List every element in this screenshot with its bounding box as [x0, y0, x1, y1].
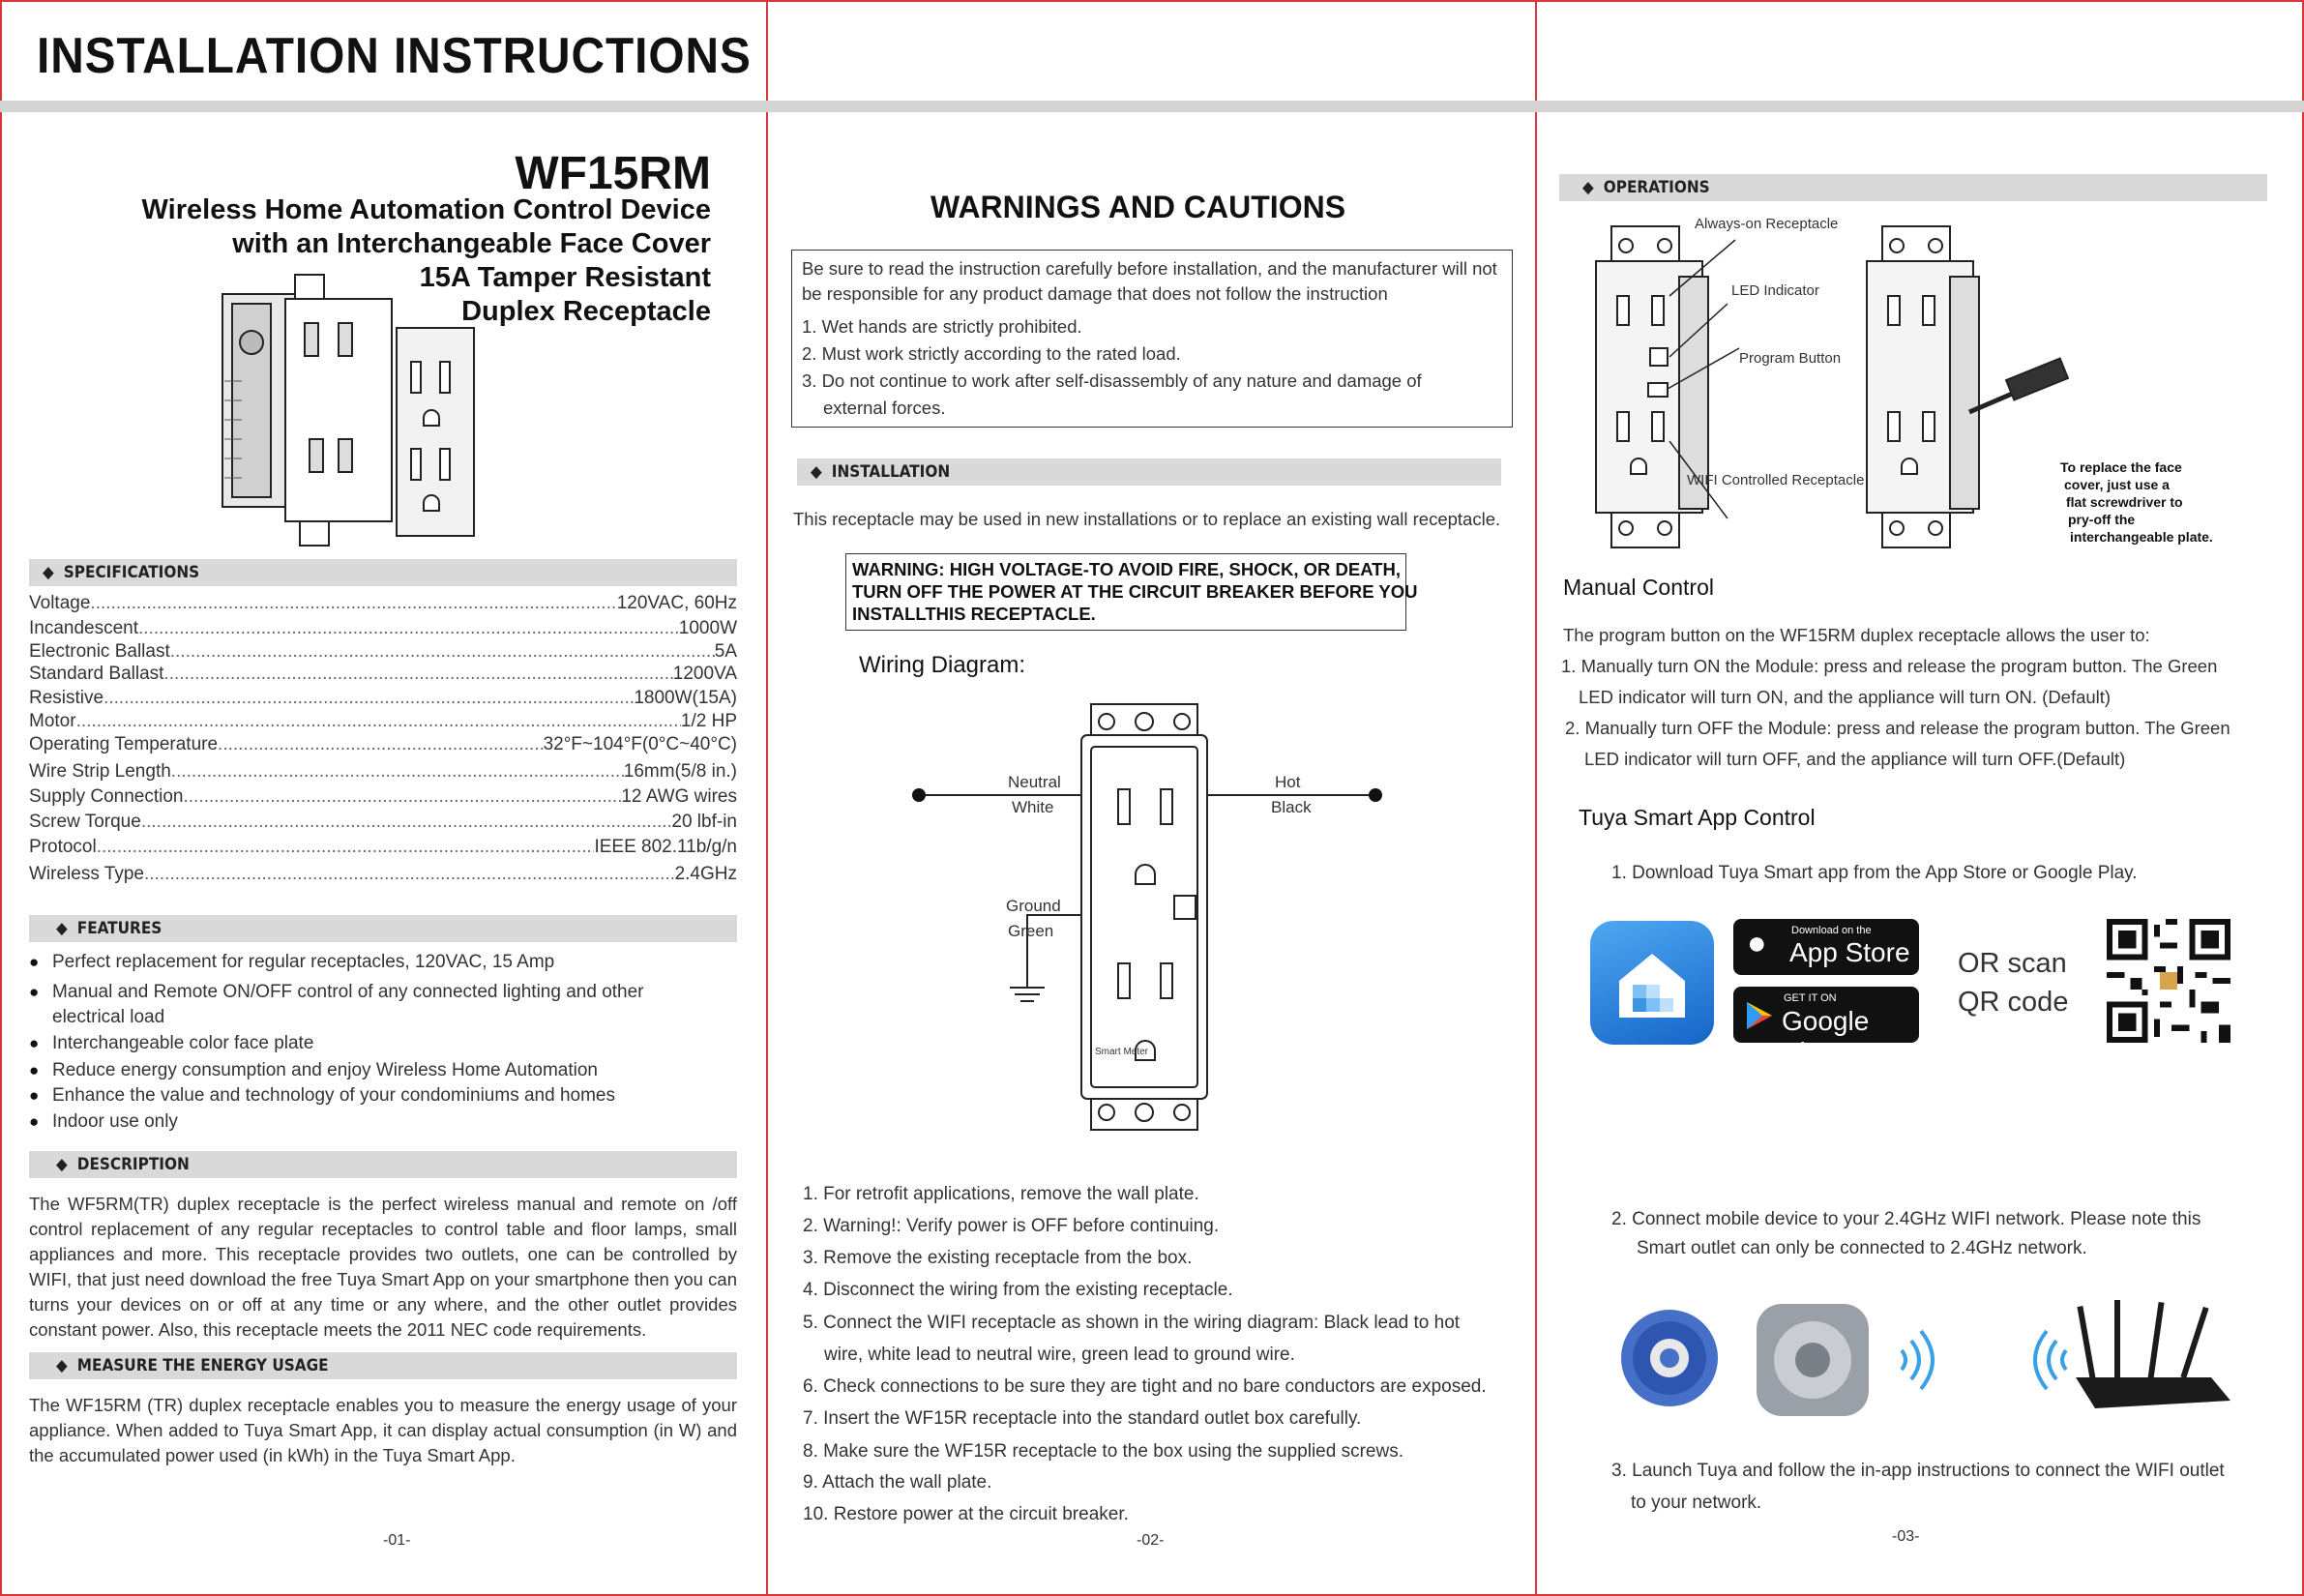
- spec-leader-dots: [184, 785, 622, 809]
- spec-leader-dots: [76, 710, 681, 733]
- spec-leader-dots: [141, 811, 672, 834]
- spec-leader-dots: [170, 640, 715, 664]
- tuya-step-3: [1611, 1455, 2225, 1519]
- hv-line: TURN OFF THE POWER AT THE CIRCUIT BREAKER BEFORE YOU: [852, 581, 1418, 602]
- wiring-diagram: [901, 693, 1404, 1176]
- spec-value: 2.4GHz: [674, 864, 737, 884]
- spec-row: [29, 640, 737, 664]
- tuya-step-2: [1611, 1205, 2201, 1263]
- hot-label: Hot: [1275, 773, 1301, 791]
- program-button-callout: Program Button: [1739, 350, 1842, 367]
- step-item: 1. For retrofit applications, remove the wall plate.: [803, 1184, 1199, 1204]
- feature-item: ● Reduce energy consumption and enjoy Wireless Home Automation: [29, 1058, 725, 1083]
- subtitle-line: 15A Tamper Resistant: [419, 262, 711, 293]
- wiring-title: Wiring Diagram:: [859, 652, 1026, 678]
- step-item: 7. Insert the WF15R receptacle into the standard outlet box carefully.: [803, 1408, 1362, 1429]
- wifi-receptacle-callout: WIFI Controlled Receptacle: [1687, 472, 1865, 488]
- spec-leader-dots: [144, 863, 675, 886]
- manual-item: LED indicator will turn ON, and the appliance will turn ON. (Default): [1579, 687, 2112, 707]
- step3-line: to your network.: [1631, 1493, 1762, 1513]
- manual-item: LED indicator will turn OFF, and the appliance will turn OFF.(Default): [1584, 749, 2126, 769]
- spec-value: 20 lbf-in: [671, 812, 737, 832]
- wifi-setup-illustration: [1611, 1300, 2230, 1420]
- warning-item: external forces.: [823, 398, 946, 418]
- energy-title: MEASURE THE ENERGY USAGE: [76, 1356, 329, 1375]
- features-header: ◆ FEATURES: [29, 915, 737, 942]
- specifications-header: ◆ SPECIFICATIONS: [29, 559, 737, 586]
- spec-label: Protocol: [29, 837, 97, 857]
- manual-item: 1. Manually turn ON the Module: press and release the program button. The Green: [1561, 656, 2218, 676]
- google-play-badge[interactable]: [1733, 987, 1919, 1067]
- spec-value: 1/2 HP: [680, 711, 737, 731]
- step-item: 10. Restore power at the circuit breaker.: [803, 1504, 1129, 1524]
- router-icon: [2076, 1300, 2230, 1408]
- manual-item: 2. Manually turn OFF the Module: press and release the program button. The Green: [1565, 718, 2230, 738]
- ground-label: Ground: [1006, 897, 1061, 915]
- step-item: 9. Attach the wall plate.: [803, 1472, 992, 1493]
- installation-title: INSTALLATION: [831, 462, 951, 482]
- google-play-small: GET IT ON: [1784, 992, 1837, 1004]
- spec-row: [29, 687, 737, 710]
- panel-divider-2: [1535, 0, 1537, 1596]
- note-line: pry-off the: [2068, 512, 2136, 527]
- step2-line: 2. Connect mobile device to your 2.4GHz WIFI network. Please note this: [1611, 1209, 2201, 1229]
- spec-value: 32°F~104°F(0°C~40°C): [543, 734, 737, 754]
- operations-header: ◆ OPERATIONS: [1559, 174, 2267, 201]
- step3-line: 3. Launch Tuya and follow the in-app instructions to connect the WIFI outlet: [1611, 1461, 2225, 1481]
- step-item: 5. Connect the WIFI receptacle as shown in the wiring diagram: Black lead to hot: [803, 1313, 1461, 1333]
- step-item: 6. Check connections to be sure they are tight and no bare conductors are exposed.: [803, 1376, 1487, 1397]
- smart-meter-label: Smart Meter: [1095, 1047, 1149, 1057]
- step-item: 2. Warning!: Verify power is OFF before continuing.: [803, 1216, 1220, 1236]
- spec-value: 120VAC, 60Hz: [616, 593, 737, 613]
- or-scan-line: QR code: [1958, 987, 2069, 1018]
- house-icon: [1590, 921, 1714, 1045]
- page-number: -01-: [383, 1532, 411, 1549]
- feature-item: ● Interchangeable color face plate: [29, 1031, 725, 1056]
- spec-label: Screw Torque: [29, 812, 141, 832]
- play-icon: [1745, 1000, 1774, 1031]
- warnings-box: [791, 250, 1513, 428]
- spec-row: [29, 733, 737, 756]
- step-item: wire, white lead to neutral wire, green lead to ground wire.: [824, 1345, 1295, 1365]
- model-title: WF15RM: [515, 148, 711, 199]
- installation-header: ◆ INSTALLATION: [797, 458, 1501, 486]
- spec-value: 1200VA: [672, 664, 737, 684]
- page-1: [29, 112, 740, 1582]
- description-header: ◆ DESCRIPTION: [29, 1151, 737, 1178]
- qr-code[interactable]: [2107, 919, 2230, 1043]
- hv-line: WARNING: HIGH VOLTAGE-TO AVOID FIRE, SHOCK, OR DEATH,: [852, 559, 1401, 579]
- spec-label: Incandescent: [29, 618, 139, 638]
- spec-leader-dots: [90, 592, 616, 615]
- step-item: 8. Make sure the WF15R receptacle to the box using the supplied screws.: [803, 1441, 1403, 1462]
- page-number: -02-: [1137, 1532, 1165, 1549]
- wifi-waves-icon: [1902, 1331, 2066, 1389]
- high-voltage-warning: [845, 553, 1418, 631]
- energy-header: ◆ MEASURE THE ENERGY USAGE: [29, 1352, 737, 1379]
- tuya-step-1: 1. Download Tuya Smart app from the App Store or Google Play.: [1611, 863, 2138, 883]
- spec-value: IEEE 802.11b/g/n: [594, 837, 737, 857]
- led-callout: LED Indicator: [1731, 282, 1819, 299]
- spec-value: 16mm(5/8 in.): [623, 761, 737, 782]
- spec-leader-dots: [218, 733, 544, 756]
- google-play-big: Google Play: [1782, 1006, 1870, 1067]
- note-line: cover, just use a: [2064, 477, 2170, 492]
- feature-item: ● Indoor use only: [29, 1109, 725, 1135]
- note-line: To replace the face: [2060, 459, 2182, 475]
- manual-control-title: Manual Control: [1563, 575, 1714, 600]
- hv-line: INSTALLTHIS RECEPTACLE.: [852, 604, 1096, 624]
- or-scan-text: [1958, 944, 2068, 1021]
- warnings-intro: Be sure to read the instruction carefully before installation, and the manufacturer will not be responsible for any product damage that does not follow the instruction: [802, 258, 1497, 304]
- or-scan-line: OR scan: [1958, 948, 2067, 979]
- warning-item: 3. Do not continue to work after self-disassembly of any nature and damage of: [802, 370, 1422, 391]
- spec-label: Electronic Ballast: [29, 641, 170, 662]
- energy-text: The WF15RM (TR) duplex receptacle enables you to measure the energy usage of your appliance. When added to Tuya Smart App, it can display actual consumption (in W) and the accumulated power used (in kWh) in the Tuya Smart App.: [29, 1395, 737, 1465]
- step2-line: Smart outlet can only be connected to 2.4GHz network.: [1637, 1238, 2087, 1258]
- note-line: flat screwdriver to: [2066, 494, 2183, 510]
- subtitle-line: Duplex Receptacle: [461, 296, 711, 327]
- features-title: FEATURES: [76, 919, 162, 938]
- spec-leader-dots: [138, 617, 679, 640]
- white-label: White: [1012, 798, 1054, 816]
- spec-row: [29, 710, 737, 733]
- header-band: [0, 101, 2304, 112]
- warning-item: 2. Must work strictly according to the rated load.: [802, 343, 1181, 364]
- document-title: INSTALLATION INSTRUCTIONS: [37, 28, 752, 84]
- step-item: 3. Remove the existing receptacle from the box.: [803, 1248, 1193, 1268]
- spec-label: Motor: [29, 711, 76, 731]
- spec-label: Resistive: [29, 688, 104, 708]
- spec-row: [29, 592, 737, 615]
- spec-value: 12 AWG wires: [621, 786, 737, 807]
- spec-value: 5A: [714, 641, 737, 662]
- tuya-control-title: Tuya Smart App Control: [1579, 805, 1816, 830]
- installation-intro: This receptacle may be used in new installations or to replace an existing wall receptacle.: [793, 509, 1501, 529]
- specifications-title: SPECIFICATIONS: [63, 563, 200, 582]
- spec-value: 1800W(15A): [634, 688, 737, 708]
- subtitle-line: Wireless Home Automation Control Device: [141, 194, 711, 225]
- description-text: The WF5RM(TR) duplex receptacle is the perfect wireless manual and remote on /off control replacement of any regular receptacles to control table and floor lamps, small appliances and more. This receptacle provides two outlets, one can be controlled by WIFI, that just need download the free Tuya Smart App on your smartphone then you can turns your devices on or off at any time or any where, and the other outlet provides constant power. Also, this receptacle meets the 2011 NEC code requirements.: [29, 1194, 737, 1340]
- settings-app-icon: [1757, 1304, 1869, 1416]
- spec-label: Wireless Type: [29, 864, 144, 884]
- tuya-app-icon[interactable]: [1590, 921, 1714, 1045]
- spec-label: Voltage: [29, 593, 91, 613]
- spec-value: 1000W: [678, 618, 737, 638]
- note-line: interchangeable plate.: [2070, 529, 2213, 545]
- page-3: [1553, 112, 2289, 1582]
- apple-icon: ●: [1747, 925, 1767, 961]
- step-item: 4. Disconnect the wiring from the existing receptacle.: [803, 1280, 1233, 1300]
- spec-leader-dots: [97, 836, 595, 859]
- app-store-small: Download on the: [1791, 925, 1872, 936]
- spec-row: [29, 663, 737, 686]
- app-store-badge[interactable]: [1733, 919, 1919, 975]
- installation-steps: [803, 1184, 1519, 1552]
- spec-leader-dots: [171, 760, 624, 783]
- green-label: Green: [1008, 922, 1054, 940]
- spec-row: [29, 836, 737, 859]
- feature-item: ● Manual and Remote ON/OFF control of any connected lighting and other electrical load: [29, 980, 696, 1030]
- page-number: -03-: [1892, 1528, 1920, 1545]
- spec-label: Wire Strip Length: [29, 761, 171, 782]
- spec-leader-dots: [103, 687, 634, 710]
- spec-row: [29, 617, 737, 640]
- black-label: Black: [1271, 798, 1312, 816]
- description-title: DESCRIPTION: [76, 1155, 190, 1174]
- feature-item: ● Perfect replacement for regular receptacles, 120VAC, 15 Amp: [29, 950, 725, 975]
- replace-cover-note: [2060, 458, 2213, 546]
- spec-label: Standard Ballast: [29, 664, 164, 684]
- neutral-label: Neutral: [1008, 773, 1061, 791]
- warnings-title: WARNINGS AND CAUTIONS: [930, 190, 1346, 224]
- product-illustration: [203, 255, 493, 555]
- spec-row: [29, 811, 737, 834]
- operations-title: OPERATIONS: [1603, 178, 1710, 197]
- subtitle-line: with an Interchangeable Face Cover: [232, 228, 711, 259]
- spec-row: [29, 785, 737, 809]
- app-store-big: App Store: [1789, 937, 1910, 967]
- panel-divider-1: [766, 0, 768, 1596]
- spec-row: [29, 760, 737, 783]
- feature-item: ● Enhance the value and technology of your condominiums and homes: [29, 1083, 725, 1108]
- always-on-callout: Always-on Receptacle: [1695, 216, 1839, 232]
- spec-label: Supply Connection: [29, 786, 184, 807]
- spec-leader-dots: [163, 663, 672, 686]
- manual-intro: The program button on the WF15RM duplex receptacle allows the user to:: [1563, 625, 2150, 645]
- spec-row: [29, 863, 737, 886]
- spec-label: Operating Temperature: [29, 734, 219, 754]
- warning-item: 1. Wet hands are strictly prohibited.: [802, 316, 1082, 337]
- page-2: [785, 112, 1521, 1582]
- settings-gear-icon: [1621, 1310, 1718, 1406]
